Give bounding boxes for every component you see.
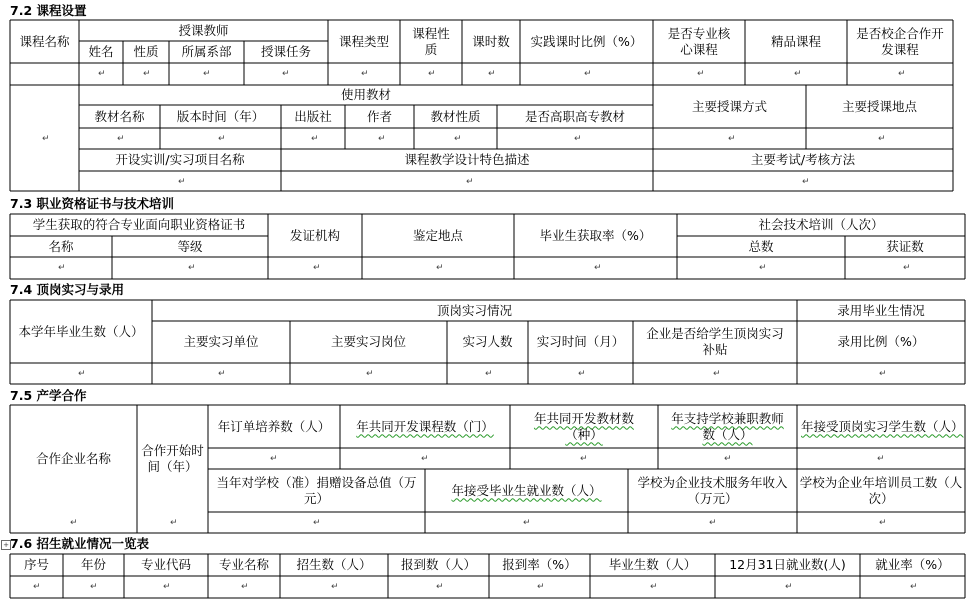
paragraph-mark: ↵ bbox=[466, 177, 474, 187]
paragraph-mark: ↵ bbox=[454, 134, 462, 144]
header-hire-ratio: 录用比例（%） bbox=[837, 334, 925, 349]
header-joint-courses-text: 年共同开发课程数（门） bbox=[356, 418, 494, 434]
header-issuer: 发证机构 bbox=[289, 227, 340, 243]
paragraph-mark: ↵ bbox=[90, 582, 98, 592]
header-intern-subsidy: 企业是否给学生顶岗实习补贴 bbox=[646, 326, 784, 357]
header-textbook-nature: 教材性质 bbox=[430, 108, 481, 124]
section-heading-7-3: 7.3 职业资格证书与技术培训 bbox=[10, 196, 174, 211]
header-teacher-gender: 性质 bbox=[133, 44, 159, 59]
section-heading-7-2: 7.2 课程设置 bbox=[10, 3, 87, 18]
header-graduates-count: 毕业生数（人） bbox=[608, 557, 697, 572]
header-report-rate: 报到率（%） bbox=[502, 557, 577, 572]
header-joint-textbooks-text: 年共同开发教材数（种） bbox=[533, 410, 634, 442]
header-exam-method: 主要考试/考核方法 bbox=[750, 152, 856, 167]
header-hours: 课时数 bbox=[472, 33, 510, 49]
paragraph-mark: ↵ bbox=[724, 454, 732, 464]
header-accept-interns-text: 年接受顶岗实习学生数（人） bbox=[801, 418, 964, 434]
paragraph-mark: ↵ bbox=[878, 134, 886, 144]
paragraph-mark: ↵ bbox=[241, 582, 249, 592]
paragraph-mark: ↵ bbox=[178, 177, 186, 187]
paragraph-mark: ↵ bbox=[488, 69, 496, 79]
paragraph-mark: ↵ bbox=[361, 69, 369, 79]
paragraph-mark: ↵ bbox=[313, 263, 321, 273]
header-intern-post: 主要实习岗位 bbox=[330, 334, 406, 349]
paragraph-mark: ↵ bbox=[42, 134, 50, 144]
paragraph-mark: ↵ bbox=[785, 582, 793, 592]
paragraph-mark: ↵ bbox=[203, 69, 211, 79]
table-move-handle-icon[interactable]: + bbox=[1, 540, 11, 550]
header-teacher-name: 姓名 bbox=[88, 44, 114, 59]
header-accept-interns bbox=[797, 405, 965, 448]
paragraph-mark: ↵ bbox=[98, 69, 106, 79]
header-year: 年份 bbox=[80, 557, 106, 572]
paragraph-mark: ↵ bbox=[879, 518, 887, 528]
header-order-training: 年订单培养数（人） bbox=[217, 418, 331, 434]
paragraph-mark: ↵ bbox=[218, 369, 226, 379]
header-employed: 12月31日就业数(人) bbox=[729, 557, 846, 572]
header-part-time bbox=[662, 405, 793, 448]
header-teacher: 授课教师 bbox=[178, 22, 229, 38]
paragraph-mark: ↵ bbox=[537, 582, 545, 592]
paragraph-mark: ↵ bbox=[378, 134, 386, 144]
header-hiring: 录用毕业生情况 bbox=[837, 302, 925, 318]
header-cert-name: 名称 bbox=[48, 238, 74, 254]
paragraph-mark: ↵ bbox=[270, 454, 278, 464]
paragraph-mark: ↵ bbox=[578, 369, 586, 379]
paragraph-mark: ↵ bbox=[428, 69, 436, 79]
header-company: 合作企业名称 bbox=[35, 450, 111, 466]
paragraph-mark: ↵ bbox=[877, 454, 885, 464]
header-publisher: 出版社 bbox=[294, 108, 332, 124]
header-course-nature: 课程性质 bbox=[412, 25, 450, 57]
header-quality-course: 精品课程 bbox=[770, 33, 821, 49]
paragraph-mark: ↵ bbox=[421, 454, 429, 464]
paragraph-mark: ↵ bbox=[366, 369, 374, 379]
header-textbook-name: 教材名称 bbox=[94, 108, 145, 124]
paragraph-mark: ↵ bbox=[78, 369, 86, 379]
paragraph-mark: ↵ bbox=[58, 263, 66, 273]
paragraph-mark: ↵ bbox=[313, 518, 321, 528]
paragraph-mark: ↵ bbox=[143, 69, 151, 79]
header-cert-level: 等级 bbox=[177, 238, 203, 254]
paragraph-mark: ↵ bbox=[728, 134, 736, 144]
header-joint-textbooks bbox=[514, 405, 654, 448]
paragraph-mark: ↵ bbox=[331, 582, 339, 592]
paragraph-mark: ↵ bbox=[584, 69, 592, 79]
header-department: 所属系部 bbox=[181, 44, 232, 59]
header-intern-count: 实习人数 bbox=[462, 334, 513, 349]
header-course-type: 课程类型 bbox=[338, 33, 389, 49]
header-design-features: 课程教学设计特色描述 bbox=[404, 152, 530, 167]
header-social-training: 社会技术培训（人次） bbox=[758, 217, 884, 232]
paragraph-mark: ↵ bbox=[903, 263, 911, 273]
header-employment-rate: 就业率（%） bbox=[875, 557, 950, 572]
paragraph-mark: ↵ bbox=[188, 263, 196, 273]
paragraph-mark: ↵ bbox=[794, 69, 802, 79]
header-textbook: 使用教材 bbox=[340, 87, 391, 102]
header-intern-unit: 主要实习单位 bbox=[183, 334, 259, 349]
header-edition-year: 版本时间（年） bbox=[176, 108, 265, 124]
header-task: 授课任务 bbox=[260, 44, 311, 59]
header-no: 序号 bbox=[23, 557, 49, 572]
paragraph-mark: ↵ bbox=[311, 134, 319, 144]
paragraph-mark: ↵ bbox=[650, 582, 658, 592]
header-cert-rate: 毕业生获取率（%） bbox=[539, 227, 652, 243]
header-reported: 报到数（人） bbox=[400, 557, 476, 572]
header-teaching-method: 主要授课方式 bbox=[691, 98, 767, 114]
header-employment bbox=[425, 469, 628, 512]
paragraph-mark: ↵ bbox=[170, 518, 178, 528]
header-donation: 当年对学校（准）捐赠设备总值（万元） bbox=[216, 474, 417, 506]
paragraph-mark: ↵ bbox=[70, 518, 78, 528]
paragraph-mark: ↵ bbox=[802, 177, 810, 187]
header-graduates: 本学年毕业生数（人） bbox=[18, 323, 144, 339]
paragraph-mark: ↵ bbox=[697, 69, 705, 79]
header-assess-place: 鉴定地点 bbox=[412, 227, 463, 243]
header-major-code: 专业代码 bbox=[140, 557, 191, 572]
paragraph-mark: ↵ bbox=[759, 263, 767, 273]
header-vocational-textbook: 是否高职高专教材 bbox=[524, 108, 625, 124]
paragraph-mark: ↵ bbox=[282, 69, 290, 79]
header-joint-courses bbox=[340, 405, 510, 448]
header-employment-text: 年接受毕业生就业数（人） bbox=[451, 482, 602, 498]
paragraph-mark: ↵ bbox=[713, 369, 721, 379]
section-heading-7-4: 7.4 顶岗实习与录用 bbox=[10, 282, 124, 297]
paragraph-mark: ↵ bbox=[218, 134, 226, 144]
paragraph-mark: ↵ bbox=[436, 582, 444, 592]
header-practice-ratio: 实践课时比例（%） bbox=[530, 33, 643, 49]
header-author: 作者 bbox=[366, 108, 392, 124]
paragraph-mark: ↵ bbox=[485, 369, 493, 379]
paragraph-mark: ↵ bbox=[910, 582, 918, 592]
header-training-project: 开设实训/实习项目名称 bbox=[115, 152, 245, 167]
paragraph-mark: ↵ bbox=[33, 582, 41, 592]
header-staff-training: 学校为企业年培训员工数（人次） bbox=[799, 474, 963, 506]
header-training-certified: 获证数 bbox=[886, 238, 924, 254]
paragraph-mark: ↵ bbox=[523, 518, 531, 528]
header-major-name: 专业名称 bbox=[218, 557, 269, 572]
paragraph-mark: ↵ bbox=[580, 454, 588, 464]
header-intern-duration: 实习时间（月） bbox=[536, 334, 625, 349]
section-heading-7-5: 7.5 产学合作 bbox=[10, 388, 87, 403]
paragraph-mark: ↵ bbox=[898, 69, 906, 79]
header-training-total: 总数 bbox=[748, 238, 774, 254]
section-heading-7-6: 7.6 招生就业情况一览表 bbox=[10, 536, 149, 551]
paragraph-mark: ↵ bbox=[574, 134, 582, 144]
header-internship: 顶岗实习情况 bbox=[436, 302, 512, 318]
header-course-name: 课程名称 bbox=[19, 33, 70, 49]
header-coop-course: 是否校企合作开发课程 bbox=[856, 25, 944, 57]
paragraph-mark: ↵ bbox=[117, 134, 125, 144]
header-teaching-place: 主要授课地点 bbox=[841, 98, 917, 114]
paragraph-mark: ↵ bbox=[594, 263, 602, 273]
paragraph-mark: ↵ bbox=[436, 263, 444, 273]
paragraph-mark: ↵ bbox=[709, 518, 717, 528]
header-service-income: 学校为企业技术服务年收入（万元） bbox=[637, 474, 788, 506]
paragraph-mark: ↵ bbox=[879, 369, 887, 379]
header-cert-group: 学生获取的符合专业面向职业资格证书 bbox=[32, 217, 246, 232]
header-start-year: 合作开始时间（年） bbox=[141, 442, 204, 474]
header-enrolled: 招生数（人） bbox=[296, 557, 372, 572]
header-core-course: 是否专业核心课程 bbox=[667, 25, 731, 57]
paragraph-mark: ↵ bbox=[163, 582, 171, 592]
header-part-time-text: 年支持学校兼职教师数（人） bbox=[671, 410, 784, 442]
